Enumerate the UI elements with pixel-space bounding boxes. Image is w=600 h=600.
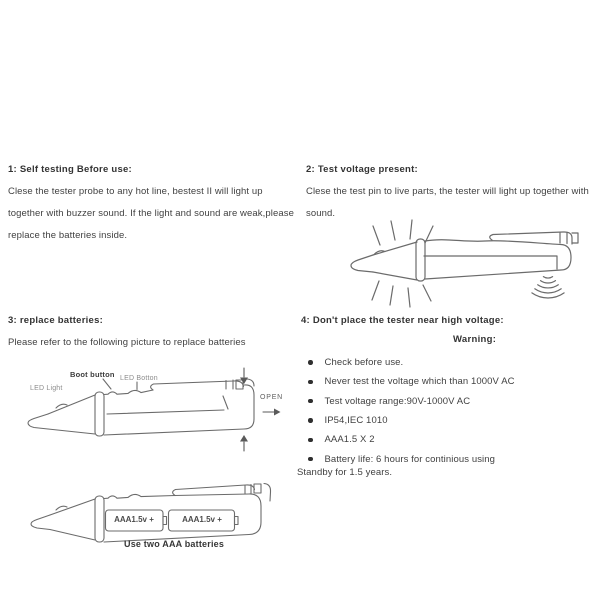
warning-bullet-item <box>303 353 515 372</box>
warning-bullet-text: Never test the voltage which than 1000V AC <box>324 376 515 388</box>
bullet-dot-icon <box>308 360 313 365</box>
warning-bullet-item <box>303 372 515 391</box>
section-1-body <box>8 181 308 247</box>
warning-bullet-text: Test voltage range:90V-1000V AC <box>324 395 471 407</box>
boot-button-label: Boot button <box>70 370 115 379</box>
bullet-dot-icon <box>308 457 313 462</box>
warning-bullet-list <box>303 353 515 469</box>
section-replace-batteries <box>8 310 308 354</box>
section-3-title: 3: replace batteries: <box>8 315 104 326</box>
led-light-label: LED Light <box>30 385 63 392</box>
warning-bullet-text: IP54,IEC 1010 <box>324 415 388 427</box>
warning-bullet-text: Battery life: 6 hours for continious using <box>324 453 496 465</box>
section-1-body-line: together with buzzer sound. If the light and sound are weak,please <box>8 208 294 219</box>
press-up-arrow <box>240 435 248 451</box>
section-2-body-line: sound. <box>306 208 336 219</box>
section-self-testing <box>8 159 308 247</box>
bullet-dot-icon <box>308 438 313 443</box>
tester-alarm-illustration <box>340 208 592 314</box>
section-4-title: 4: Don't place the tester near high voltage: <box>301 315 504 326</box>
section-1-body-line: Clese the tester probe to any hot line, bestest II will light up <box>8 186 263 197</box>
warning-bullet-item <box>303 411 515 430</box>
clip-outline <box>173 484 271 502</box>
section-1-title: 1: Self testing Before use: <box>8 164 132 175</box>
warning-label: Warning: <box>453 334 497 345</box>
warning-bullet-item <box>303 430 515 449</box>
section-3-body <box>8 332 308 354</box>
standby-footnote: Standby for 1.5 years. <box>297 467 393 478</box>
clip-outline <box>151 379 254 390</box>
battery-1-label: AAA1.5v + <box>114 515 154 524</box>
section-3-body-line: Please refer to the following picture to replace batteries <box>8 337 246 348</box>
section-2-title: 2: Test voltage present: <box>306 164 418 175</box>
tester-pen-outline <box>351 232 578 281</box>
pen-outline <box>28 385 254 436</box>
light-rays-icon <box>372 220 433 307</box>
bullet-dot-icon <box>308 418 313 423</box>
warning-bullet-text: AAA1.5 X 2 <box>324 434 375 446</box>
warning-bullet-item <box>303 449 515 468</box>
batteries-caption: Use two AAA batteries <box>124 539 225 549</box>
sound-waves-icon <box>532 277 564 298</box>
bullet-dot-icon <box>308 380 313 385</box>
battery-2-label: AAA1.5v + <box>182 515 222 524</box>
press-down-arrow <box>240 368 248 384</box>
warning-bullet-item <box>303 392 515 411</box>
section-2-body-line: Clese the test pin to live parts, the tester will light up together with <box>306 186 589 197</box>
led-botton-label: LED Botton <box>120 375 158 382</box>
bullet-dot-icon <box>308 399 313 404</box>
open-label: OPEN <box>260 394 284 401</box>
open-pen-diagram <box>25 365 303 461</box>
warning-bullet-text: Check before use. <box>324 357 404 369</box>
section-1-body-line: replace the batteries inside. <box>8 230 128 241</box>
open-right-arrow <box>263 409 281 416</box>
